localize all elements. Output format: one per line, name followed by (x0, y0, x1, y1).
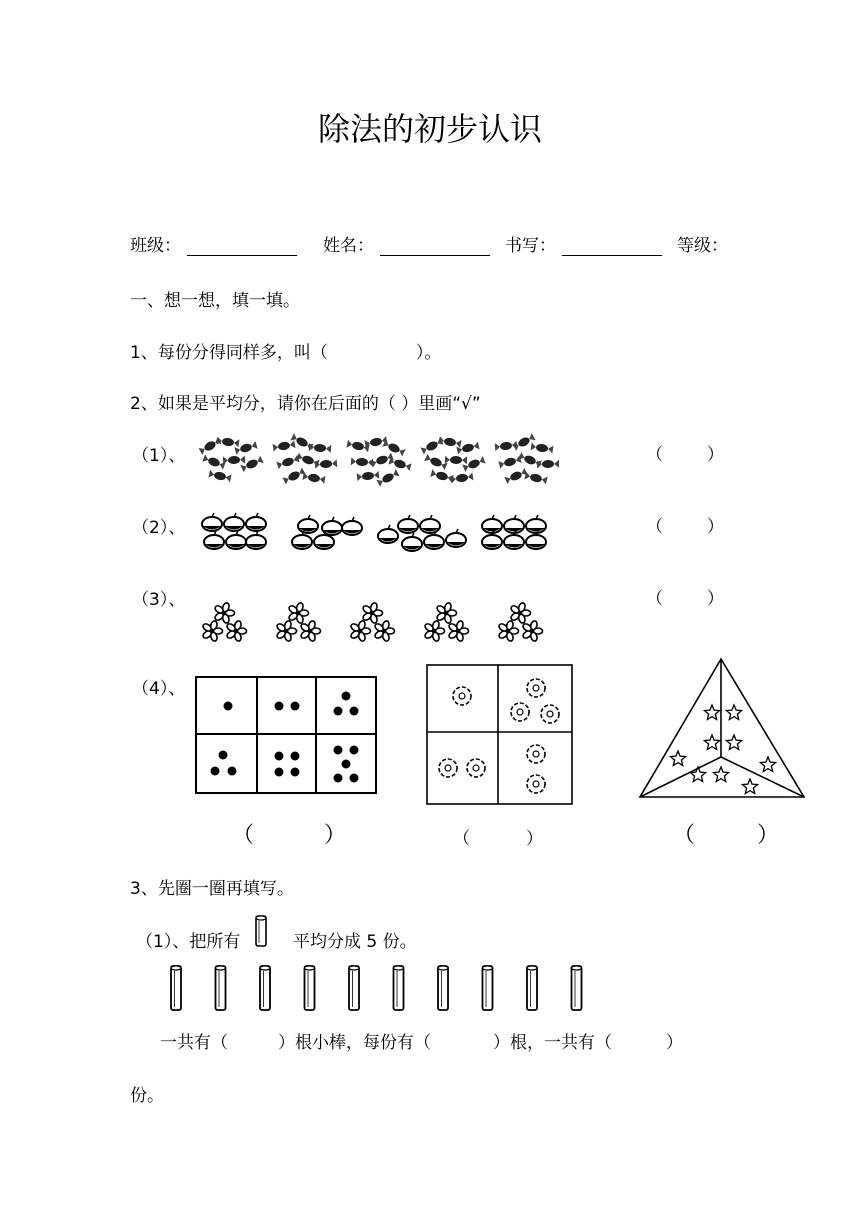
flower-icon (276, 620, 297, 642)
flower-icon (522, 620, 543, 642)
candy-icon (424, 454, 447, 470)
figure-paren-2[interactable]: （ ） (453, 829, 543, 849)
flower-icon (498, 620, 519, 642)
s3-q1-suffix: 平均分成 5 份。 (293, 932, 417, 952)
star-icon (704, 705, 719, 720)
apple-icon (398, 515, 418, 533)
apple-icon (298, 515, 318, 533)
flower-icon (288, 602, 309, 624)
candy-icon (273, 440, 296, 451)
stick-icon (483, 966, 493, 1010)
apple-icon (504, 531, 524, 549)
flower-icon (527, 745, 545, 763)
flower-icon (226, 620, 247, 642)
flower-icon (448, 620, 469, 642)
star-triangle-figure (638, 657, 808, 802)
flower-icon (350, 620, 371, 642)
item-label-3: （3）、 (132, 590, 186, 610)
apple-icon (482, 515, 502, 533)
stick-icon (527, 966, 537, 1010)
question-1 (130, 338, 441, 363)
apple-icon (224, 513, 244, 531)
flower-icon (214, 602, 235, 624)
apple-icon (446, 529, 466, 547)
stick-icon (216, 966, 226, 1010)
item-label-2: （2）、 (132, 518, 186, 538)
dot-grid-figure (195, 676, 380, 796)
flower-icon (453, 687, 471, 705)
grade-label: 等级： (677, 236, 728, 256)
stick-icon (438, 966, 448, 1010)
answer-paren-1[interactable]: （ ） (646, 445, 724, 465)
candy-icon (382, 440, 405, 457)
flower-groups-image (190, 603, 560, 643)
writing-field (505, 231, 668, 256)
candy-icon (351, 457, 373, 466)
candy-icon (208, 470, 231, 482)
name-label: 姓名： (323, 236, 374, 256)
star-icon (726, 735, 741, 750)
flower-icon (362, 602, 383, 624)
q1-suffix: ）。 (415, 343, 442, 363)
flower-icon (541, 705, 559, 723)
star-icon (690, 767, 705, 782)
apple-icon (204, 531, 224, 549)
page-title: 除法的初步认识 (317, 110, 542, 148)
flower-icon (300, 620, 321, 642)
apple-icon (246, 513, 266, 531)
item-label-4: （4）、 (132, 679, 186, 699)
answer-paren-2[interactable]: （ ） (646, 517, 724, 537)
candy-icon (445, 456, 467, 464)
apple-icon (342, 517, 362, 535)
stick-icon (260, 966, 270, 1010)
star-icon (670, 751, 685, 766)
flower-icon (439, 759, 457, 777)
section-heading: 一、想一想，填一填。 (130, 291, 300, 311)
candy-icon (438, 436, 461, 448)
apple-icon (504, 515, 524, 533)
writing-label: 书写： (505, 236, 556, 256)
flower-grid-figure (426, 664, 574, 806)
stick-icon (349, 966, 359, 1010)
flower-icon (374, 620, 395, 642)
candy-icon (302, 472, 325, 484)
question-2: 2、如果是平均分，请你在后面的（ ）里画“√” (130, 394, 481, 414)
s3-q1-prefix: （1）、把所有 (136, 932, 241, 952)
section-3-heading: 3、先圈一圈再填写。 (130, 879, 294, 899)
candy-icon (430, 469, 453, 482)
figure-paren-3[interactable]: （ ） (673, 823, 780, 848)
candy-groups-image (200, 436, 565, 492)
candy-icon (524, 472, 547, 485)
figure-paren-1[interactable]: （ ） (232, 823, 347, 848)
answer-paren-3[interactable]: （ ） (646, 589, 724, 609)
apple-icon (202, 513, 222, 531)
apple-icon (482, 531, 502, 549)
class-label: 班级： (130, 236, 181, 256)
apple-icon (378, 525, 398, 543)
candy-icon (504, 468, 527, 484)
star-icon (760, 757, 775, 772)
class-blank[interactable] (187, 255, 297, 256)
apple-icon (226, 531, 246, 549)
stick-icon (305, 966, 315, 1010)
apple-icon (526, 531, 546, 549)
stick-icon (572, 966, 582, 1010)
flower-icon (436, 602, 457, 624)
apple-icon (402, 533, 422, 551)
flower-icon (424, 620, 445, 642)
apple-groups-image (200, 510, 560, 556)
item-label-1: （1）、 (132, 446, 186, 466)
name-blank[interactable] (380, 255, 490, 256)
candy-icon (531, 443, 554, 454)
class-field (130, 231, 303, 256)
flower-icon (467, 759, 485, 777)
flower-icon (510, 602, 531, 624)
sticks-row (165, 962, 585, 1014)
fill-in-line: 一共有（ ）根小棒，每份有（ ）根，一共有（ ） (160, 1033, 683, 1053)
flower-icon (511, 703, 529, 721)
candy-icon (498, 455, 521, 468)
candy-icon (451, 473, 474, 484)
section-3-q1 (136, 927, 240, 952)
flower-icon (527, 679, 545, 697)
apple-icon (420, 515, 440, 533)
candy-icon (276, 455, 299, 469)
star-icon (704, 735, 719, 750)
candy-icon (217, 437, 240, 448)
stick-icon (254, 914, 268, 948)
candy-icon (202, 454, 225, 469)
apple-icon (246, 531, 266, 549)
candy-icon (357, 471, 380, 481)
candy-icon (223, 456, 245, 465)
star-icon (742, 779, 757, 794)
candy-icon (282, 467, 305, 484)
candy-icon (388, 457, 411, 471)
fill-in-line-end: 份。 (130, 1086, 164, 1106)
writing-blank[interactable] (562, 255, 662, 256)
q1-prefix: 1、每份分得同样多，叫（ (130, 343, 328, 363)
name-field (323, 231, 496, 256)
star-icon (713, 767, 728, 782)
flower-icon (202, 620, 223, 642)
stick-icon (394, 966, 404, 1010)
apple-icon (526, 515, 546, 533)
star-icon (726, 705, 741, 720)
stick-icon (171, 966, 181, 1010)
grade-field (677, 231, 728, 256)
candy-icon (376, 469, 399, 487)
flower-icon (527, 775, 545, 793)
